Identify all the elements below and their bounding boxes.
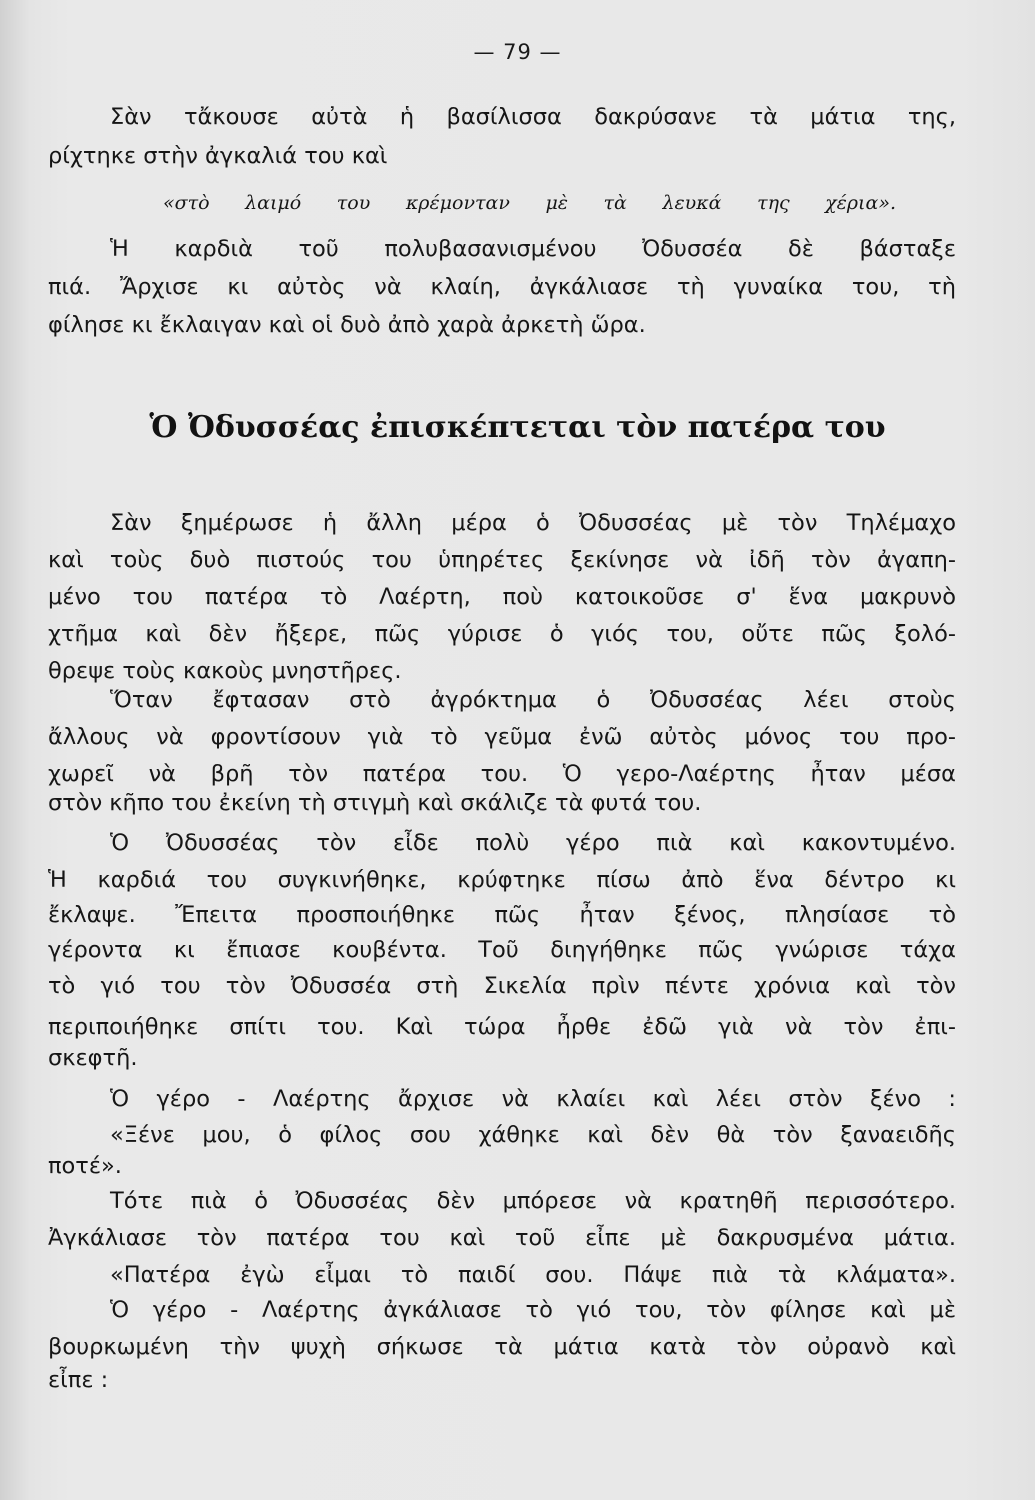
paragraph-line: Σὰν τἄκουσε αὐτὰ ἡ βασίλισσα δακρύσανε τὰ μάτια της, bbox=[110, 104, 956, 130]
paragraph-line: «Ξένε μου, ὁ φίλος σου χάθηκε καὶ δὲν θὰ τὸν ξαναειδῆς bbox=[110, 1122, 956, 1148]
paragraph-line: Ὁ γέρο - Λαέρτης ἄρχισε νὰ κλαίει καὶ λέει στὸν ξένο : bbox=[110, 1086, 956, 1112]
paragraph-line: χτῆμα καὶ δὲν ἤξερε, πῶς γύρισε ὁ γιός του, οὔτε πῶς ξολό- bbox=[48, 621, 956, 647]
paragraph-line: Ἀγκάλιασε τὸν πατέρα του καὶ τοῦ εἶπε μὲ δακρυσμένα μάτια. bbox=[48, 1225, 956, 1251]
paragraph-line: Σὰν ξημέρωσε ἡ ἄλλη μέρα ὁ Ὀδυσσέας μὲ τὸν Τηλέμαχο bbox=[110, 510, 956, 536]
paragraph-line: τὸ γιό του τὸν Ὀδυσσέα στὴ Σικελία πρὶν πέντε χρόνια καὶ τὸν bbox=[48, 973, 956, 999]
paragraph-line: ἔκλαψε. Ἔπειτα προσποιήθηκε πῶς ἦταν ξένος, πλησίασε τὸ bbox=[48, 902, 956, 928]
paragraph-line: στὸν κῆπο του ἐκείνη τὴ στιγμὴ καὶ σκάλιζε τὰ φυτά του. bbox=[48, 790, 702, 816]
paragraph-line: γέροντα κι ἔπιασε κουβέντα. Τοῦ διηγήθηκε πῶς γνώρισε τάχα bbox=[48, 937, 956, 963]
paragraph-line: βουρκωμένη τὴν ψυχὴ σήκωσε τὰ μάτια κατὰ τὸν οὐρανὸ καὶ bbox=[48, 1334, 956, 1360]
paragraph-line: θρεψε τοὺς κακοὺς μνηστῆρες. bbox=[48, 658, 402, 684]
paragraph-line: ρίχτηκε στὴν ἀγκαλιά του καὶ bbox=[48, 143, 388, 169]
paragraph-line: Ἡ καρδιά του συγκινήθηκε, κρύφτηκε πίσω ἀπὸ ἕνα δέντρο κι bbox=[48, 867, 956, 893]
paragraph-line: περιποιήθηκε σπίτι του. Καὶ τώρα ἦρθε ἐδῶ γιὰ νὰ τὸν ἐπι- bbox=[48, 1014, 956, 1040]
page-number: — 79 — bbox=[473, 40, 562, 64]
paragraph-line: Τότε πιὰ ὁ Ὀδυσσέας δὲν μπόρεσε νὰ κρατηθῆ περισσότερο. bbox=[110, 1188, 956, 1214]
paragraph-line: Ὁ γέρο - Λαέρτης ἀγκάλιασε τὸ γιό του, τὸν φίλησε καὶ μὲ bbox=[110, 1297, 956, 1323]
paragraph-line: εἶπε : bbox=[48, 1367, 109, 1393]
verse-quote-line: «στὸ λαιμό του κρέμονταν μὲ τὰ λευκά της χέρια». bbox=[163, 192, 896, 214]
paragraph-line: ἄλλους νὰ φροντίσουν γιὰ τὸ γεῦμα ἐνῶ αὐτὸς μόνος του προ- bbox=[48, 724, 956, 750]
paragraph-line: Ὁ Ὀδυσσέας τὸν εἶδε πολὺ γέρο πιὰ καὶ κακοντυμένο. bbox=[110, 830, 956, 856]
paragraph-line: Ἡ καρδιὰ τοῦ πολυβασανισμένου Ὀδυσσέα δὲ βάσταξε bbox=[110, 236, 956, 262]
paragraph-line: Ὅταν ἔφτασαν στὸ ἀγρόκτημα ὁ Ὀδυσσέας λέει στοὺς bbox=[110, 687, 956, 713]
paragraph-line: «Πατέρα ἐγὼ εἶμαι τὸ παιδί σου. Πάψε πιὰ τὰ κλάματα». bbox=[110, 1262, 956, 1288]
paragraph-line: σκεφτῆ. bbox=[48, 1045, 138, 1071]
paragraph-line: μένο του πατέρα τὸ Λαέρτη, ποὺ κατοικοῦσε σ' ἕνα μακρυνὸ bbox=[48, 584, 956, 610]
section-heading: Ὁ Ὀδυσσέας ἐπισκέπτεται τὸν πατέρα του bbox=[149, 410, 886, 445]
paragraph-line: καὶ τοὺς δυὸ πιστούς του ὑπηρέτες ξεκίνησε νὰ ἰδῆ τὸν ἀγαπη- bbox=[48, 547, 956, 573]
paragraph-line: χωρεῖ νὰ βρῆ τὸν πατέρα του. Ὁ γερο-Λαέρτης ἦταν μέσα bbox=[48, 761, 956, 787]
paragraph-line: φίλησε κι ἔκλαιγαν καὶ οἱ δυὸ ἀπὸ χαρὰ ἀρκετὴ ὥρα. bbox=[48, 312, 646, 338]
paragraph-line: πιά. Ἄρχισε κι αὐτὸς νὰ κλαίη, ἀγκάλιασε τὴ γυναίκα του, τὴ bbox=[48, 274, 956, 300]
paragraph-line: ποτέ». bbox=[48, 1153, 122, 1179]
